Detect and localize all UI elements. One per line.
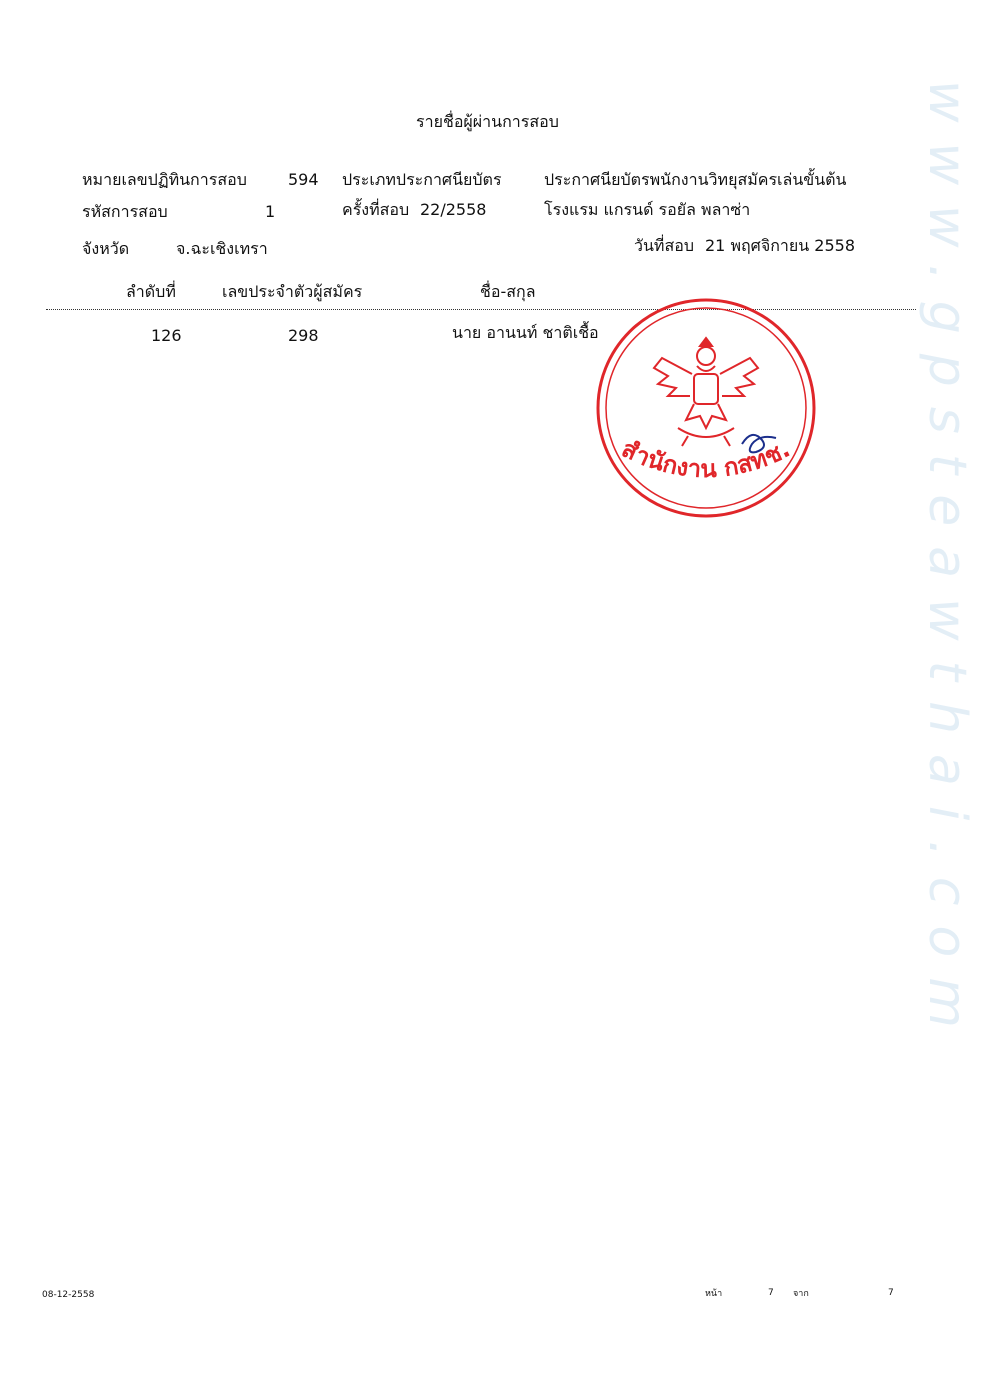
page-label: หน้า (705, 1289, 723, 1299)
of-label: จาก (793, 1289, 809, 1299)
round-value: 22/2558 (420, 200, 487, 219)
row-order: 126 (151, 326, 182, 345)
cert-type-label: ประเภทประกาศนียบัตร (342, 170, 502, 189)
schedule-value: 594 (288, 170, 319, 189)
page-total: 7 (888, 1288, 894, 1298)
exam-code-value: 1 (265, 202, 276, 221)
stamp-text: สำนักงาน กสทช. (617, 434, 795, 484)
province-label: จังหวัด (82, 239, 130, 258)
schedule-label: หมายเลขปฏิทินการสอบ (82, 170, 247, 189)
print-date: 08-12-2558 (42, 1290, 95, 1300)
column-header-applicant-id: เลขประจำตัวผู้สมัคร (222, 282, 363, 301)
row-name: นาย อานนท์ ชาติเชื้อ (452, 323, 599, 342)
province-value: จ.ฉะเชิงเทรา (176, 239, 268, 258)
page-number: 7 (768, 1288, 774, 1298)
venue: โรงแรม แกรนด์ รอยัล พลาซ่า (544, 200, 751, 219)
row-applicant-id: 298 (288, 326, 319, 345)
stamp-outer-ring (598, 300, 814, 516)
cert-type-value: ประกาศนียบัตรพนักงานวิทยุสมัครเล่นขั้นต้น (544, 170, 847, 189)
watermark (917, 80, 995, 1360)
watermark-text: www.gpsteawthai.com (917, 80, 977, 1048)
exam-code-label: รหัสการสอบ (82, 202, 168, 221)
column-header-order: ลำดับที่ (126, 282, 176, 301)
round-label: ครั้งที่สอบ (342, 200, 410, 219)
exam-date-label: วันที่สอบ (634, 236, 694, 255)
garuda-emblem-icon (654, 338, 758, 446)
column-header-name: ชื่อ-สกุล (480, 282, 536, 301)
exam-date-value: 21 พฤศจิกายน 2558 (705, 236, 855, 255)
official-stamp (592, 296, 820, 520)
page-title: รายชื่อผู้ผ่านการสอบ (416, 112, 559, 131)
